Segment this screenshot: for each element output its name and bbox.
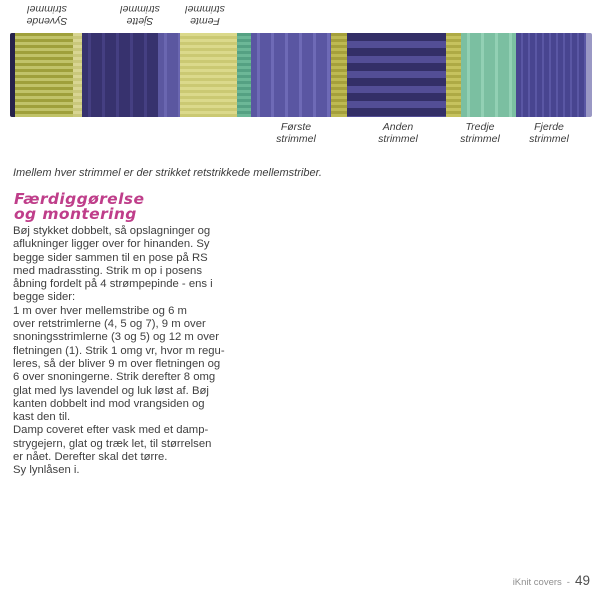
label-line: Sjette (126, 15, 154, 27)
section-heading-line1: Færdiggørelse (14, 190, 145, 208)
body-line: snoningsstrimlerne (3 og 5) og 12 m over (13, 331, 219, 344)
label-line: Syvende (26, 15, 68, 27)
label-anden-strimmel (378, 121, 418, 145)
knit-strip-blue-purple-stockinette (516, 33, 586, 117)
body-line: leres, så der bliver 9 m over fletningen og (13, 357, 221, 370)
label-line: strimmel (276, 133, 316, 145)
knit-strip-olive-garter (15, 33, 73, 117)
knitting-photo (10, 33, 592, 117)
body-line: kast den til. (13, 411, 71, 424)
label-line: Første (280, 121, 312, 133)
label-foerste-strimmel (276, 121, 316, 145)
body-line: Sy lynlåsen i. (13, 464, 80, 477)
body-line: med madrassting. Strik m op i posens (13, 264, 202, 277)
body-line: Damp coveret efter vask med et damp- (13, 424, 209, 437)
knit-strip-teal-edge (237, 33, 251, 117)
body-line: fletningen (1). Strik 1 omg vr, hvor m regu- (13, 344, 225, 357)
body-line: glat med lys lavendel og luk løst af. Bøj (13, 384, 209, 397)
knit-strip-olive-divider-left (331, 33, 347, 117)
footer-separator: - (566, 577, 570, 588)
body-line: 6 over snoningerne. Strik derefter 8 omg (13, 371, 216, 384)
label-line: Femte (190, 15, 220, 27)
body-line: begge sider: (13, 291, 76, 304)
body-line: 1 m over hver mellemstribe og 6 m (13, 304, 187, 317)
body-line: strygejern, glat og træk let, til størrelsen (13, 437, 212, 450)
body-line: er nået. Derefter skal det tørre. (13, 451, 168, 464)
label-tredje-strimmel (460, 121, 500, 145)
page-footer (513, 573, 590, 588)
knit-strip-medium-purple (158, 33, 180, 117)
body-line: kanten dobbelt ind mod vrangsiden og (13, 397, 205, 410)
knit-strip-pale-yellow-garter (180, 33, 237, 117)
label-fjerde-strimmel (529, 121, 569, 145)
label-line: Fjerde (534, 121, 564, 133)
footer-page-number: 49 (574, 573, 590, 588)
knit-strip-olive-divider-right (446, 33, 461, 117)
knit-strip-pale-yellow-edge (73, 33, 82, 117)
label-line: strimmel (378, 133, 418, 145)
instructions-paragraph (13, 225, 281, 478)
body-line: aflukninger ligger over for hinanden. Sy (13, 238, 210, 251)
body-line: over retstrimlerne (4, 5 og 7), 9 m over (13, 318, 206, 331)
label-line: strimmel (27, 3, 67, 15)
label-line: strimmel (185, 3, 225, 15)
photo-caption: Imellem hver strimmel er der strikket retstrikkede mellemstriber. (13, 167, 322, 179)
label-femte-strimmel (185, 3, 225, 27)
knit-strip-seafoam-cable (461, 33, 516, 117)
knit-strip-dark-blue-cable (82, 33, 158, 117)
body-line: begge sider sammen til en pose på RS (13, 251, 208, 264)
body-line: åbning fordelt på 4 strømpepinde - ens i (13, 278, 213, 291)
label-line: Anden (382, 121, 414, 133)
label-line: Tredje (465, 121, 495, 133)
label-syvende-strimmel (27, 3, 68, 27)
knit-strip-navy-ribbed (347, 33, 446, 117)
label-line: strimmel (529, 133, 569, 145)
section-heading (14, 192, 144, 222)
knit-strip-right-light-edge (586, 33, 592, 117)
body-line: Bøj stykket dobbelt, så opslagninger og (13, 225, 211, 237)
label-line: strimmel (460, 133, 500, 145)
label-sjette-strimmel (120, 3, 160, 27)
label-line: strimmel (120, 3, 160, 15)
section-heading-line2: og montering (14, 205, 137, 223)
footer-book-title: iKnit covers (512, 577, 562, 588)
knit-strip-lavender-cable (251, 33, 331, 117)
